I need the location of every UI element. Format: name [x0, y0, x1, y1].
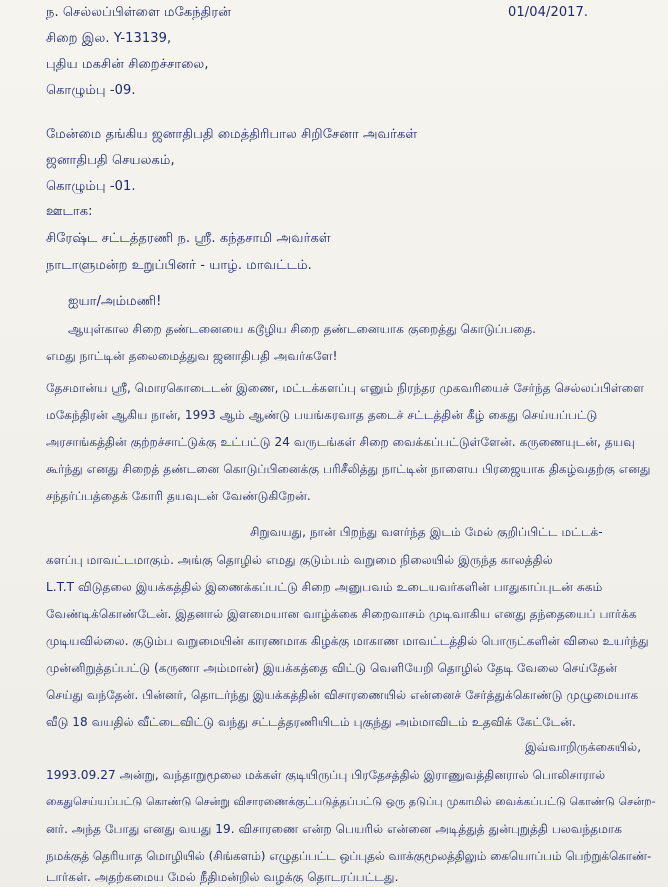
paragraph-1-line: கூர்ந்து எனது சிறைத் தண்டனை கொடுப்பினைக்கு பரிசீலித்து நாட்டின் நாளைய பிரஜையாக திகழ்வதற்கு எனது [46, 462, 651, 476]
via-person-title: நாடாளுமன்ற உறுப்பினர் - யாழ். மாவட்டம். [46, 258, 312, 273]
paragraph-3-line: னர். அந்த போது எனது வயது 19. விசாரணை என்ற பெயரில் என்னை அடித்துத் துன்புறுத்தி பலவந்தமாக [46, 822, 623, 836]
sender-city: கொழும்பு -09. [46, 83, 136, 98]
recipient-name: மேன்மை தங்கிய ஜனாதிபதி மைத்திரிபால சிறிசேனா அவர்கள் [46, 127, 418, 142]
paragraph-1-line: மகேந்திரன் ஆகிய நான், 1993 ஆம் ஆண்டு பயங்கரவாத தடைச் சட்டத்தின் கீழ் கைது செய்யப்பட்டு [46, 408, 598, 422]
via-label: ஊடாக: [46, 204, 93, 219]
paragraph-2-line: வீடு 18 வயதில் வீட்டைவிட்டு வந்து சட்டத்தரணியிடம் புகுந்து அம்மாவிடம் உதவிக் கேட்டேன். [46, 715, 576, 729]
paragraph-2-line: சிறுவயது, நான் பிறந்து வளர்ந்த இடம் மேல் குறிப்பிட்ட மட்டக்- [250, 525, 603, 539]
paragraph-1-line: சந்தர்ப்பத்தைக் கோரி தயவுடன் வேண்டுகிறேன். [46, 489, 311, 503]
paragraph-2-line: முடியவில்லை. குடும்ப வறுமையின் காரணமாக கிழக்கு மாகாண மாவட்டத்தில் பொருட்களின் விலை உயர்ந்து [46, 634, 649, 648]
paragraph-2-line: முன்னிறுத்தப்பட்டு (கருணா அம்மான்) இயக்கத்தை விட்டு வெளியேறி தொழில் தேடி வேலை செய்தேன் [46, 661, 617, 675]
paragraph-2-line: L.T.T விடுதலை இயக்கத்தில் இணைக்கப்பட்டு சிறை அனுபவம் உடையவர்களின் பாதுகாப்புடன் சுகம் [46, 580, 603, 594]
paragraph-3-line: இவ்வாறிருக்கையில், [525, 740, 642, 754]
paragraph-1-line: தேசமான்ய ஸ்ரீ, மொரகொடைடன் இணை, மட்டக்களப்பு எனும் நிரந்தர முகவரியைச் சேர்ந்த செல்லப்பிள்ளை [46, 381, 645, 395]
sender-prison-number: சிறை இல. Y-13139, [46, 31, 172, 46]
subject-line: ஆயுள்கால சிறை தண்டனையை கடூழிய சிறை தண்டனையாக குறைத்து கொடுப்பதை. [68, 322, 537, 336]
paragraph-3-line: 1993.09.27 அன்று, வந்தாறுமூலை மக்கள் குடியிருப்பு பிரதேசத்தில் இராணுவத்தினரால் பொலிசாரால் [46, 768, 606, 782]
letter-date: 01/04/2017. [508, 5, 589, 20]
recipient-city: கொழும்பு -01. [46, 179, 136, 194]
paragraph-3-line: கைதுசெய்யப்பட்டு கொண்டு சென்று விசாரணைக்குட்படுத்தப்பட்டு ஒரு தடுப்பு முகாமில் வைக்கப்பட்டு கொண்டு சென்ற- [46, 795, 656, 808]
salutation: ஐயா/அம்மணி! [68, 294, 162, 309]
paragraph-2-line: களப்பு மாவட்டமாகும். அங்கு தொழில் எமது குடும்பம் வறுமை நிலையில் இருந்த காலத்தில் [46, 553, 553, 567]
sender-prison-name: புதிய மகசின் சிறைச்சாலை, [46, 57, 209, 72]
paragraph-3-line: டார்கள். அதற்கமைய மேல் நீதிமன்றில் வழக்கு தொடரப்பட்டது. [46, 870, 399, 884]
recipient-office: ஜனாதிபதி செயலகம், [46, 153, 175, 168]
paragraph-3-line: நமக்குத் தெரியாத மொழியில் (சிங்களம்) எழுதப்பட்ட ஒப்புதல் வாக்குமூலத்திலும் கையொப்பம் பெற்றுக்கொண்- [46, 849, 652, 863]
via-person: சிரேஷ்ட சட்டத்தரணி ந. ஸ்ரீ. கந்தசாமி அவர்கள் [46, 231, 331, 246]
paragraph-1-line: அரசாங்கத்தின் குற்றச்சாட்டுக்கு உட்பட்டு 24 வருடங்கள் சிறை வைக்கப்பட்டுள்ளேன். கருணையுடன், தயவு [46, 435, 635, 449]
paragraph-2-line: செய்து வந்தேன். பின்னர், தொடர்ந்து இயக்கத்தின் விசாரணையில் என்னைச் சேர்த்துக்கொண்டு முழுமையாக [46, 688, 639, 702]
paragraph-2-line: வேண்டிக்கொண்டேன். இதனால் இளமையான வாழ்க்கை சிறைவாசம் முடிவாகிய எனது தந்தையைப் பார்க்க [46, 607, 637, 621]
greeting-line: எமது நாட்டின் தலைமைத்துவ ஜனாதிபதி அவர்களே! [46, 349, 338, 363]
sender-name: ந. செல்லப்பிள்ளை மகேந்திரன் [46, 5, 231, 20]
